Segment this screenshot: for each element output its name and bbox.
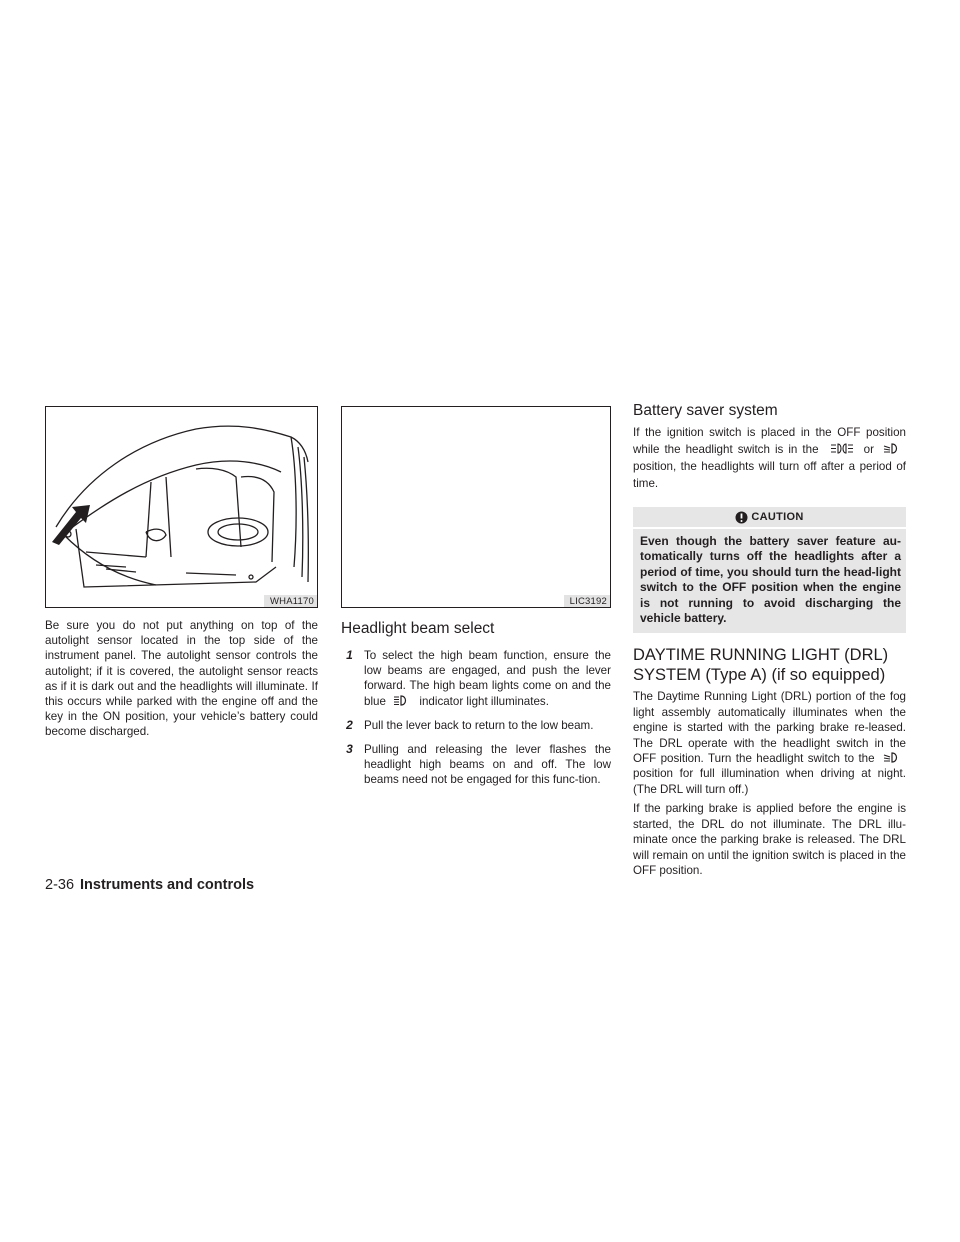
autolight-warning-paragraph: Be sure you do not put anything on top of the autolight sensor located in the top side of the instrument panel. The autolight sensor controls the autolight; if it is covered, the autolight sensor reacts as if it is dark out and the headlights will illuminate. If this occurs while parked with the engine off and the key in the ON position, your vehicle’s battery could become discharged. <box>45 619 318 739</box>
high-beam-icon <box>393 695 413 706</box>
figure-autolight-sensor <box>45 406 318 608</box>
column-middle <box>341 406 611 788</box>
section-title: Instruments and controls <box>80 877 255 893</box>
battery-saver-paragraph: If the ignition switch is placed in the OFF position while the headlight switch is in the or position, the headlights will turn off after a period of time. <box>633 426 906 490</box>
warning-icon <box>735 511 748 524</box>
step-1 <box>341 648 611 709</box>
caution-title: CAUTION <box>751 511 804 523</box>
battery-saver-heading: Battery saver system <box>633 402 778 419</box>
step-text: Pulling and releasing the lever flashes the headlight high beams on and off. The low beams need not be engaged for this func-tion. <box>364 743 611 787</box>
step-text: Pull the lever back to return to the low beam. <box>364 718 594 732</box>
drl-paragraph-1: The Daytime Running Light (DRL) portion of the fog light assembly automatically illuminates when the engine is started with the parking brake re-leased. The DRL operate with the headlight switch in the OFF position. Turn the headlight switch to the position for full illumination when driving at night. (The DRL will turn off.) <box>633 690 906 796</box>
caution-box <box>633 506 906 633</box>
headlight-icon <box>883 443 903 454</box>
step-number: 3 <box>346 742 353 757</box>
figure-id-label: LIC3192 <box>564 595 610 607</box>
column-left <box>45 406 318 740</box>
headlight-icon <box>883 752 903 763</box>
step-2 <box>341 718 611 733</box>
headlight-beam-select-heading: Headlight beam select <box>341 620 495 637</box>
step-number: 2 <box>346 717 353 732</box>
figure-headlight-lever <box>341 406 611 608</box>
page-number: 2-36 <box>45 877 75 893</box>
page-footer <box>45 877 254 893</box>
step-text: indicator light illuminates. <box>419 694 549 708</box>
figure-id-label: WHA1170 <box>264 595 317 607</box>
parking-light-icon <box>828 443 856 454</box>
drl-paragraph-2: If the parking brake is applied before the engine is started, the DRL do not illuminate. The DRL illu-minate once the parking brake is released. The DRL will remain on until the ignition switch is placed in the OFF position. <box>633 802 906 877</box>
column-right <box>633 402 906 878</box>
step-3 <box>341 742 611 788</box>
car-dashboard-illustration <box>46 407 317 607</box>
caution-header <box>633 507 906 529</box>
step-number: 1 <box>346 648 353 662</box>
step-text: To select the high beam function, ensure the low beams are engaged, and push the lever forward. The high beam lights come on and the blue <box>364 649 611 708</box>
drl-heading: DAYTIME RUNNING LIGHT (DRL) SYSTEM (Type A) (if so equipped) <box>633 646 889 685</box>
caution-text: Even though the battery saver feature au-tomatically turns off the headlights after a period of time, you should turn the head-light switch to the OFF position when the engine is not running to avoid discharging the vehicle battery. <box>640 534 901 626</box>
